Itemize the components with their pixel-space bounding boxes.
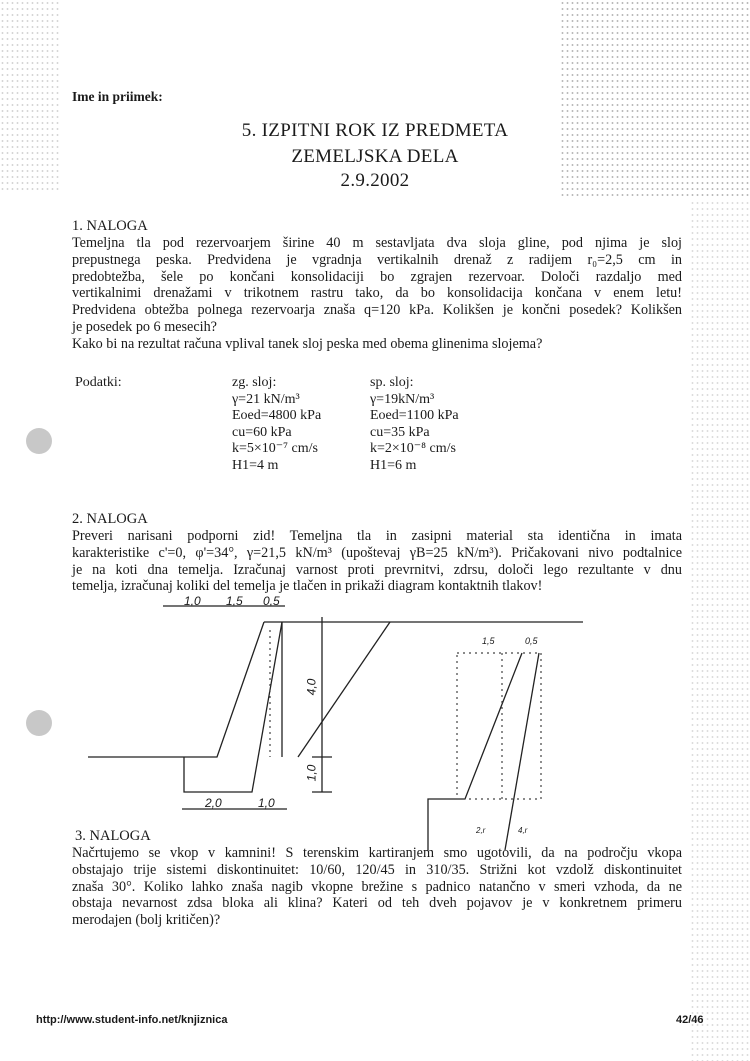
text-line: obstajajo trije sistemi diskontinuitet: 10/60, 120/45 in 310/35. Strižni kot vzdolž diskontinuitet [72,861,682,878]
text-line: Kako bi na rezultat računa vplival tanek sloj peska med obema glinenima slojema? [72,335,543,352]
sketch-dotted-frame [457,653,541,799]
text-line: predobtežba, šele po končani konsolidaciji bo zgrajen rezervoar. Določi razdaljo med [72,268,682,285]
text-line: temelja, izračunaj koliki del temelja je tlačen in prikaži diagram kontaktnih tlakov! [72,578,543,595]
permeability: k=5×10⁻⁷ cm/s [232,441,319,456]
text-line: vertikalnimi drenažami v trikotnem rastru tako, da bo konsolidacija končana v enem letu! [72,285,682,302]
task3-heading: 3. NALOGA [75,828,151,844]
unit-weight: γ=19kN/m³ [370,391,435,407]
undrained-cohesion: cu=60 kPa [232,424,292,440]
dim-label: 1,0 [304,764,319,782]
dim-label: 0,5 [263,594,280,608]
exam-title: 5. IZPITNI ROK IZ PREDMETA [241,120,509,141]
dim-label: 1,0 [258,796,275,810]
text-line: znaša 30°. Koliko lahko znaša nagib vkopne brežine s padnico natančno v smeri vzhoda, da ne [72,878,682,895]
text-line: Načrtujemo se vkop v kamnini! S terenskim kartiranjem smo ugotovili, da na področju vkopa [72,845,682,861]
dim-label: 4,0 [304,678,319,696]
text-line: je posedek po 6 mesecih? [72,318,217,335]
dim-label: 2,r [476,826,486,835]
task2-heading: 2. NALOGA [72,511,148,527]
data-label: Podatki: [75,375,122,390]
layer-thickness: H1=6 m [370,457,417,473]
text-line: obstaja nevarnost zdsa bloka ali klina? Kateri od teh dveh pojavov je v konkretnem primeru [72,895,682,912]
dim-label: 1,0 [184,594,201,608]
footer-url[interactable]: http://www.student-info.net/knjiznica [36,1014,228,1026]
dim-label: 1,5 [226,594,243,608]
text-line: Temeljna tla pod rezervoarjem širine 40 m sestavljata dva sloja gline, pod njima je sloj [72,235,682,251]
dim-label: 1,5 [482,636,495,646]
dim-label: 2,0 [205,796,222,810]
unit-weight: γ=21 kN/m³ [232,391,300,407]
layer-thickness: H1=4 m [232,457,279,473]
course-title: ZEMELJSKA DELA [291,146,459,167]
task3-text [72,845,682,929]
text-line: merodajen (bolj kritičen)? [72,912,221,929]
wall-front-face [88,622,264,757]
page-number: 42/46 [676,1014,704,1026]
name-label: Ime in priimek: [72,89,163,104]
text-line: je na koti dna temelja. Izračunaj varnost proti prevrnitvi, zdrsu, določi lego rezultante v dnu [72,561,682,578]
text-line: karakteristike c'=0, φ'=34°, γ=21,5 kN/m³ (upoštevaj γB=25 kN/m³). Pričakovani nivo podtalnice [72,544,682,561]
text-line: Predvidena obtežba polnega rezervoarja znaša q=120 kPa. Kolikšen je končni posedek? Kolikšen [72,302,682,319]
exam-date: 2.9.2002 [340,170,410,191]
permeability: k=2×10⁻⁸ cm/s [370,441,457,456]
text-line: Preveri narisani podporni zid! Temeljna tla in zasipni material sta identična in imata [72,528,682,544]
text-line: prepustnega peska. Predvidena je vgradnja vertikalnih drenaž z radijem r₀=2,5 cm in [72,251,682,268]
layer-title: zg. sloj: [232,375,277,390]
task1-heading: 1. NALOGA [72,218,148,234]
dim-label: 0,5 [525,636,538,646]
dim-label: 4,r [518,826,528,835]
sketch-front [428,653,522,850]
undrained-cohesion: cu=35 kPa [370,424,430,440]
oedometer-modulus: Eoed=1100 kPa [370,408,459,423]
wall-footing-back [184,622,282,792]
layer-title: sp. sloj: [370,375,414,390]
oedometer-modulus: Eoed=4800 kPa [232,408,322,423]
